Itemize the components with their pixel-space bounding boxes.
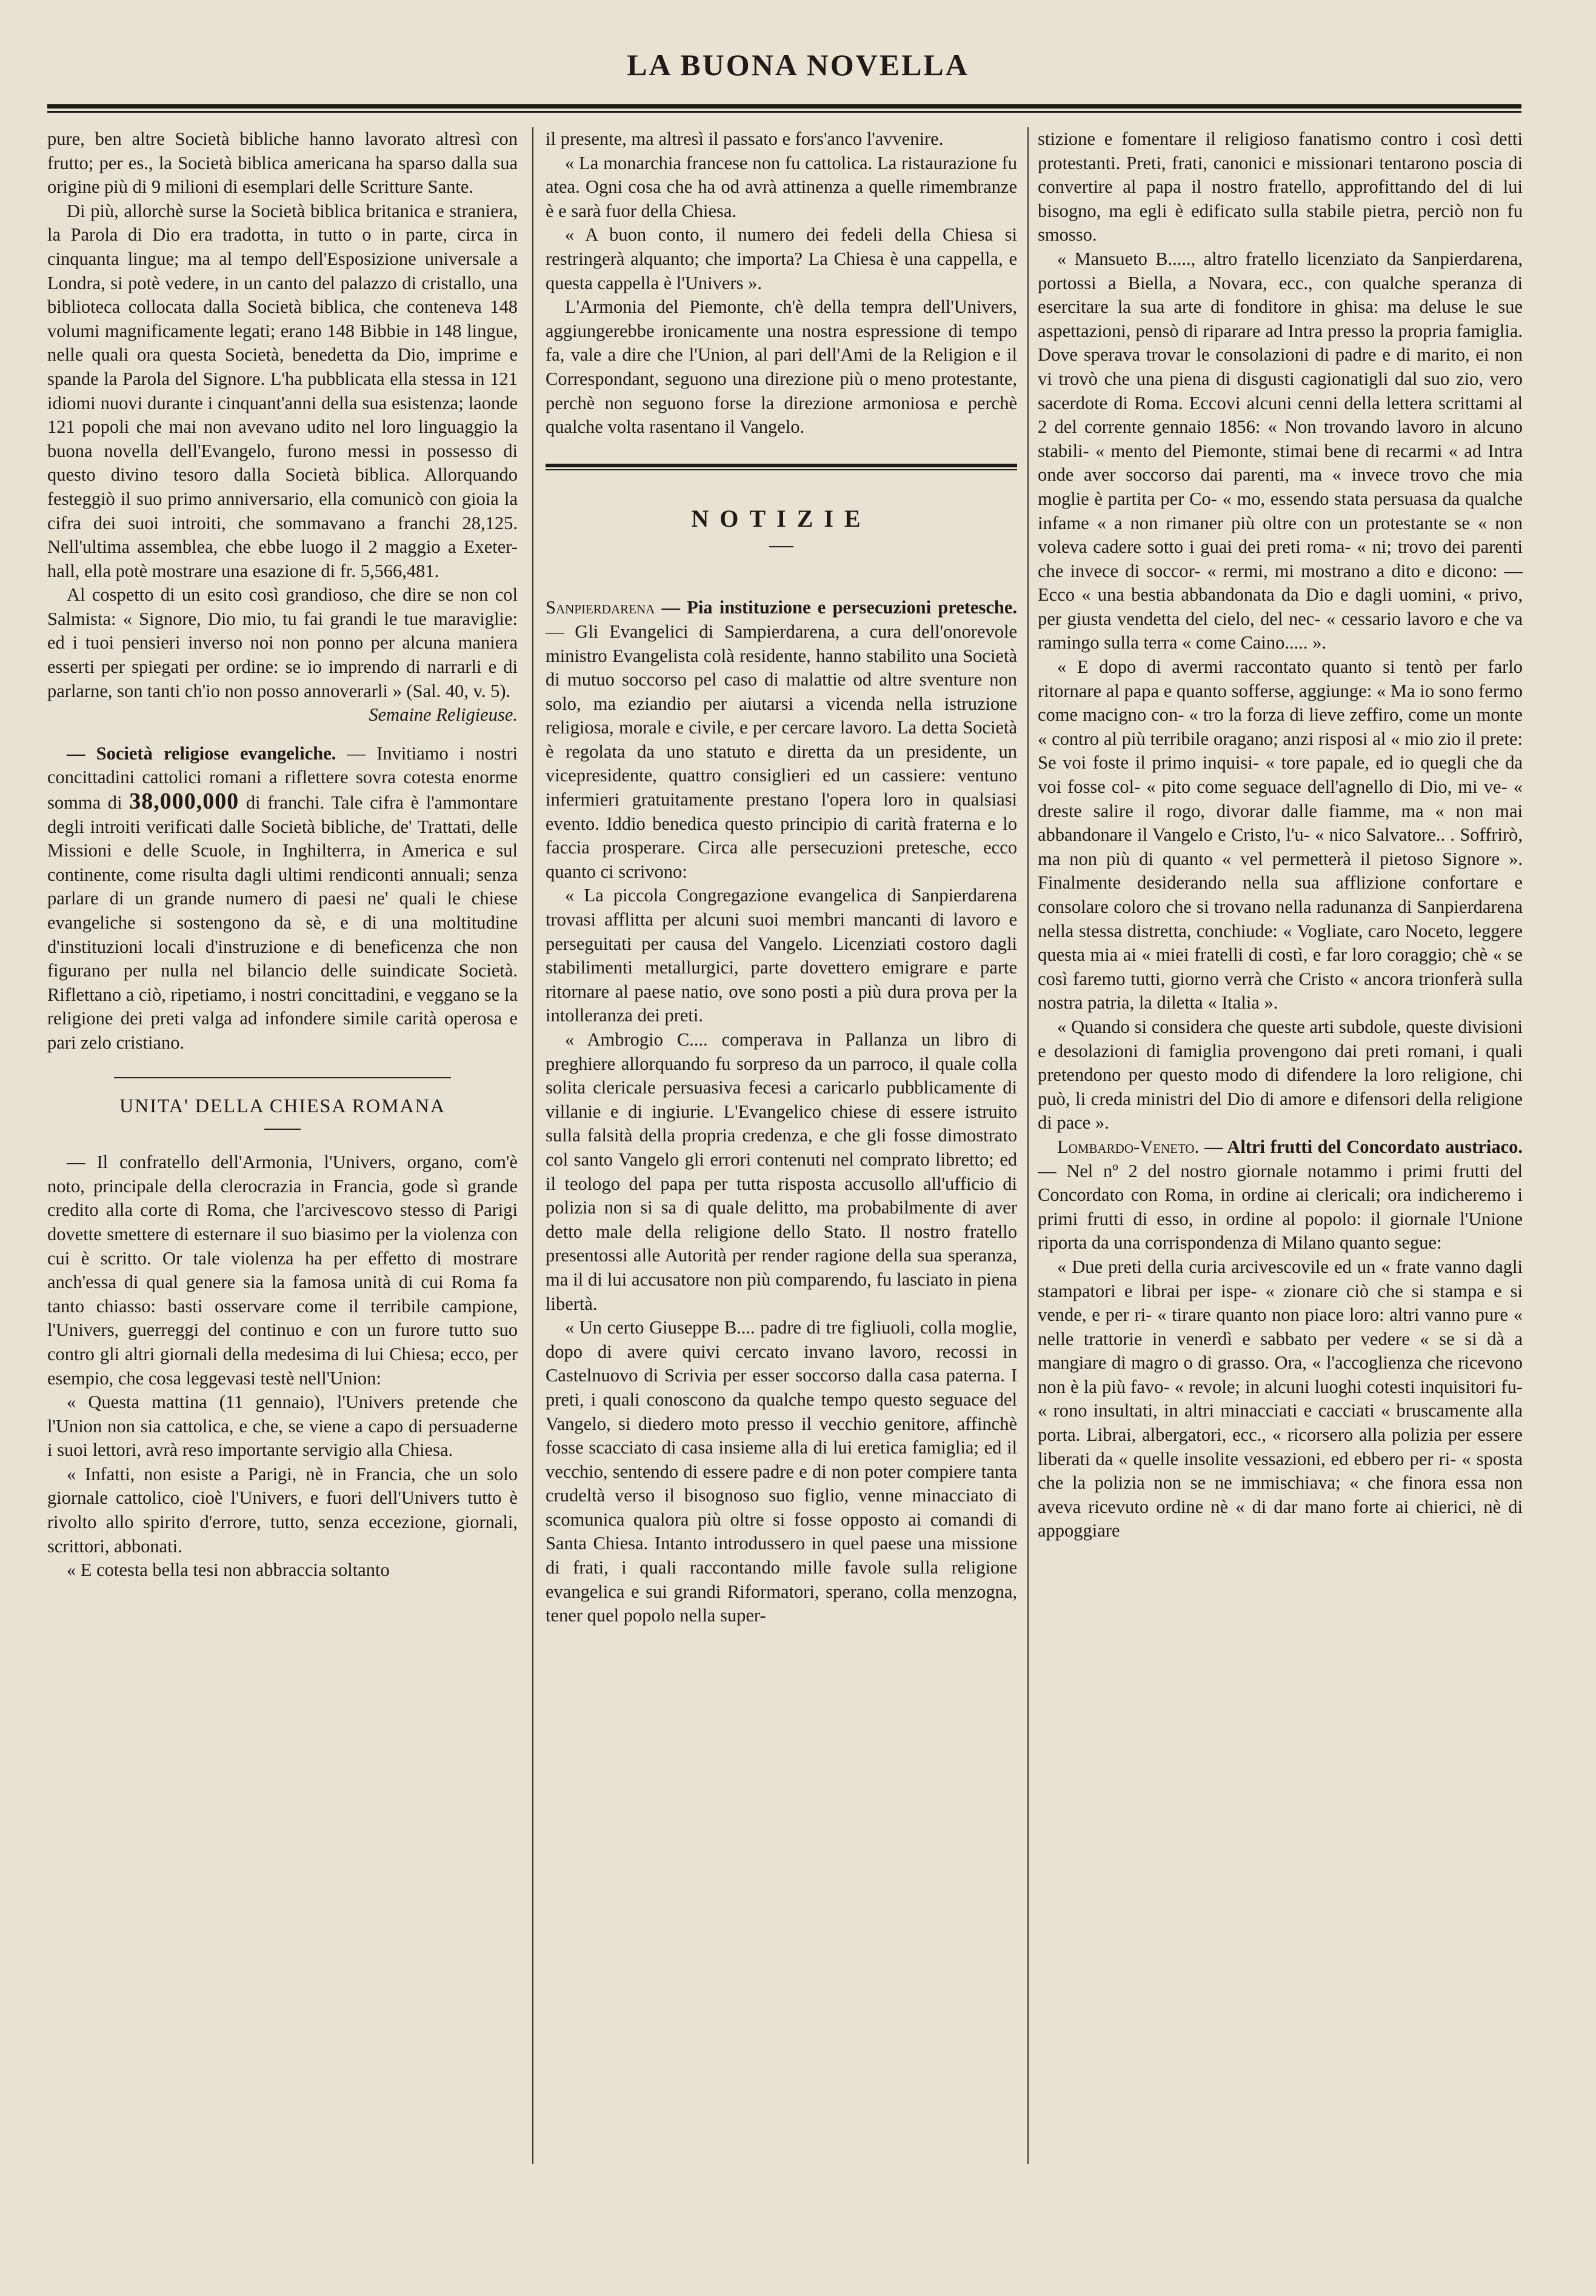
article-societa	[47, 742, 518, 1055]
paragraph: Al cospetto di un esito così grandioso, che dire se non col Salmista: « Signore, Dio mio, tu fai grandi le tue maraviglie: ed i tuoi pensieri inverso noi non ponno per alcuna maniera esserti per spiegati per ordine: se io imprendo di narrarli e di parlarne, son tanti ch'io non posso annoverarli » (Sal. 40, v. 5).	[47, 584, 518, 701]
paragraph: « E dopo di avermi raccontato quanto si tentò per farlo ritornare al papa e quanto sofferse, aggiunge: « Ma io sono fermo come macigno con- « tro la forza di lieve zeffiro, come un monte « contro al più terribile oragano; anzi risposi al « mio zio il prete: Se voi foste il primo inquisi- « tore papale, ed io quegli che da voi fosse col- « pito come seguace dell'agnello di Dio, mi ve- « dreste salire il rogo, divorar dalle fiamme, ma « non mai abbandonare il Vangelo e Cristo, l'u- « nico Salvatore.. . Soffrirò, ma non più di quanto « vel permetterà il pietoso Signore ». Finalmente desiderando nella sua afflizione confortare e consolare coloro che si trovano nella radunanza di Sanpierdarena nella stessa distretta, conchiude: « Vogliate, caro Noceto, leggere questa mia ai « miei fratelli di costì, e far loro coraggio; chè « se così faremo tutti, giorno verrà che Cristo « ancora trionferà sulla nostra patria, la diletta « Italia ».	[1038, 656, 1523, 1013]
article-text: — Invitiamo i nostri concittadini cattolici romani a riflettere sovra cotesta enorme somma di	[47, 743, 518, 813]
section-title-notizie: NOTIZIE	[691, 504, 872, 532]
paragraph: « Un certo Giuseppe B.... padre di tre figliuoli, colla moglie, dopo di avere quivi cercato invano lavoro, recossi in Castelnuovo di Scrivia per esser soccorso dalla casa paterna. I preti, i quali conoscono da qualche tempo questo seguace del Vangelo, si diedero moto presso il vecchio genitore, affinchè fosse scacciato di casa insieme alla di lui eretica famiglia; ed il vecchio, sentendo di essere padre e di non poter compiere tanta crudeltà verso il bisognoso suo figlio, venne minacciato di scomunica qualora più oltre si fosse opposto ai comandi di Santa Chiesa. Intanto introdussero in quel paese una missione di frati, i quali raccontando mille favole sulla religione evangelica e sui grandi Riformatori, sperano, colla menzogna, tener quel popolo nella super-	[546, 1317, 1017, 1626]
paragraph: L'Armonia del Piemonte, ch'è della tempra dell'Univers, aggiungerebbe ironicamente una nostra espressione di tempo fa, vale a dire che l'Union, al pari dell'Ami de la Religion e il Correspondant, seguono una direzione più o meno protestante, perchè non seguono forse la direzione armoniosa e perchè qualche volta rasentano il Vangelo.	[546, 296, 1017, 438]
article-signature: Semaine Religieuse.	[369, 704, 518, 726]
masthead-title: LA BUONA NOVELLA	[627, 48, 969, 82]
highlight-figure: 38,000,000	[129, 789, 239, 815]
paragraph: « Ambrogio C.... comperava in Pallanza un libro di preghiere allorquando fu sorpreso da un parroco, il quale colla solita clericale persuasiva fecesi a caricarlo pubblicamente di villanie e di ingiurie. L'Evangelico chiese di essere istruito sulla falsità della propria credenza, e che gli fosse dimostrato col santo Vangelo gli errori contenuti nel comprato libretto; ed il teologo del papa per tutta risposta accusollo all'ufficio di polizia non si sa di quale delitto, ma probabilmente di aver detto male della religione dello Stato. Il nostro fratello presentossi alle Autorità per render ragione della sua speranza, ma il di lui accusatore non più comparendo, fu lasciato in piena libertà.	[546, 1029, 1017, 1314]
paragraph: Di più, allorchè surse la Società biblica britanica e straniera, la Parola di Dio era tradotta, in tutto o in parte, circa in cinquanta lingue; ma al tempo dell'Esposizione universale a Londra, si potè vedere, in un canto del palazzo di cristallo, una biblioteca collocata dalla Società biblica, che conteneva 148 volumi magnificamente legati; erano 148 Bibbie in 148 lingue, nelle quali ora questa Società, benedetta da Dio, imprime e spande la Parola del Signore. L'ha pubblicata ella stessa in 121 idiomi nuovi durante i cinquant'anni della sua esistenza; laonde 121 popoli che mai non avevano udito nel loro linguaggio la buona novella dell'Evangelo, furono messi in possesso di questo divino tesoro dalla Società biblica. Allorquando festeggiò il suo primo anniversario, ella comunicò con gioia la cifra dei suoi introiti, che sommavano a franchi 28,125. Nell'ultima assemblea, che ebbe luogo il 2 maggio a Exeter-hall, ella potè mostrare una esazione di fr. 5,566,481.	[47, 200, 518, 581]
section-rule	[114, 1077, 451, 1078]
section-rule-thick	[546, 464, 1017, 470]
column-2	[546, 127, 1017, 2164]
article-sampierdarena	[546, 596, 1017, 884]
paragraph: « La piccola Congregazione evangelica di Sanpierdarena trovasi afflitta per alcuni suoi membri mancanti di lavoro e perseguitati per causa del Vangelo. Licenziati costoro dagli stabilimenti metallurgici, parte dovettero emigrare e parte ritornare al paese natio, ove sono posti a più dura prova per la intolleranza dei preti.	[546, 885, 1017, 1026]
paragraph: stizione e fomentare il religioso fanatismo contro i così detti protestanti. Preti, frati, canonici e missionari tentarono poscia di convertire al papa il nostro fratello, approfittando del di lui bisogno, ma egli è edificato sulla stabile pietra, perciò non fu smosso.	[1038, 128, 1523, 245]
dateline: Sanpierdarena	[546, 597, 655, 618]
section-title: UNITA' DELLA CHIESA ROMANA	[119, 1094, 446, 1116]
paragraph: « Mansueto B....., altro fratello licenziato da Sanpierdarena, portossi a Biella, a Novara, ecc., con qualche speranza di esercitare la sua arte di fonditore in ghisa: ma deluse le sue aspettazioni, pensò di riparare ad Intra presso la propria famiglia. Dove sperava trovar le consolazioni di padre e di marito, ei non vi trovò che una piena di disgusti cagionatigli dal suo zio, vero sacerdote di Roma. Eccovi alcuni cenni della lettera scrittami al 2 del corrente gennaio 1856: « Non trovando lavoro in alcuno stabili- « mento del Piemonte, stimai bene di recarmi « ad Intra onde aver soccorso dai parenti, ma « invece trovo che mia moglie è partita per Co- « mo, essendo stata persuasa da qualche infame « a non rimaner più oltre con un protestante se « non voleva cadere sotto i guai dei preti roma- « ni; trovo dei parenti che invece di soccor- « rermi, mi mostrano a dito e dicono: — Ecco « una bestia abbandonata da Dio e dagli uomini, « privo, per giusta vendetta del cielo, del nec- « cessario lavoro e che va ramingo sulla terra « come Caino..... ».	[1038, 248, 1523, 653]
article-heading: — Pia instituzione e persecuzioni pretesche.	[655, 597, 1017, 618]
paragraph: « Due preti della curia arcivescovile ed un « frate vanno dagli stampatori e librai per ispe- « zionare ciò che si stampa e si vende, e per ri- « tirare quanto non piace loro: altri vanno pure « nelle trattorie in venerdì e sabbato per vedere « se si dà a mangiare di magro o di grasso. Ora, « l'accoglienza che ricevono non è la più favo- « revole; in alcuni luoghi cotesti inquisitori fu- « rono insultati, in altri minacciati e cacciati « bruscamente alla porta. Librai, albergatori, ecc., « ricorsero alla polizia per essere liberati da « quelle insolite vessazioni, ed ebbero per ri- « sposta che la polizia non se ne immischiava; « che finora essa non aveva ricevuto ordine nè « di dar mano forte ai chierici, nè di appoggiare	[1038, 1256, 1523, 1541]
dateline: Lombardo-Veneto.	[1057, 1136, 1200, 1157]
column-1	[47, 127, 518, 2164]
paragraph: — Il confratello dell'Armonia, l'Univers, organo, com'è noto, principale della clerocrazia in Francia, gode sì grande credito alla corte di Roma, che l'arcivescovo stesso di Parigi dovette smettere di esternare il suo biasimo per la violenza con cui è scritto. Or tale violenza ha per effetto di mostrare anch'essa di qual genere sia la famosa unità di cui Roma fa tanto chiasso: basti osservare come il terribile campione, l'Univers, guerreggi del continuo e con un furore tutto suo contro gli altri giornali della medesima di lui Chiesa; ecco, per esempio, che cosa leggevasi testè nell'Union:	[47, 1152, 518, 1389]
paragraph: « Questa mattina (11 gennaio), l'Univers pretende che l'Union non sia cattolica, e che, se viene a capo di persuaderne i suoi lettori, avrà reso importante servigio alla Chiesa.	[47, 1392, 518, 1461]
column-divider-1	[532, 127, 533, 2164]
section-title-underline	[769, 546, 793, 547]
paragraph: « Infatti, non esiste a Parigi, nè in Francia, che un solo giornale cattolico, cioè l'Univers, e fuori dell'Univers tutto è rivolto allo spirito d'errore, tutto, senza eccezione, giornali, scrittori, abbonati.	[47, 1463, 518, 1557]
paragraph: « E cotesta bella tesi non abbraccia soltanto	[67, 1560, 390, 1581]
article-text: — Gli Evangelici di Sampierdarena, a cura dell'onorevole ministro Evangelista colà residente, hanno stabilito una Società di mutuo soccorso pel caso di malattie od altre sventure non solo, ma eziandio per aiutarsi a vicenda nella istruzione religiosa, morale e civile, e per cercare lavoro. La detta Società è regolata da uno statuto e diretta da un presidente, un vicepresidente, quattro consiglieri ed un cassiere: ventuno infermieri gratuitamente prestano l'opera loro in qualsiasi evento. Iddio benedica questo principio di carità fraterna e lo faccia prosperare. Circa alle persecuzioni pretesche, ecco quanto ci scrivono:	[546, 621, 1017, 882]
article-text: di franchi. Tale cifra è l'ammontare degli introiti verificati dalle Società bibliche, de' Trattati, delle Missioni e delle Scuole, in Inghilterra, in America e sul continente, come risulta dagli ultimi rendiconti annuali; senza parlare di un grande numero di paesi ne' quali le chiese evangeliche si sostengono da sè, e di una moltitudine d'instituzioni locali d'instruzione e di beneficenza che non figurano per nulla nel bilancio delle suindicate Società. Riflettano a ciò, ripetiamo, i nostri concittadini, e veggano se la religione dei preti valga ad infondere simile carità operosa e pari zelo cristiano.	[47, 792, 518, 1053]
article-lombardo	[1038, 1135, 1523, 1255]
article-text: — Nel nº 2 del nostro giornale notammo i primi frutti del Concordato con Roma, in ordine ai clericali; ora indicheremo i primi frutti di esso, in ordine al popolo: il giornale l'Unione riporta da una corrispondenza di Milano quanto segue:	[1038, 1160, 1523, 1253]
article-heading: — Società religiose evangeliche.	[67, 743, 336, 764]
paragraph: il presente, ma altresì il passato e fors'anco l'avvenire.	[546, 128, 944, 149]
article-heading: — Altri frutti del Concordato austriaco.	[1199, 1136, 1523, 1157]
section-title-underline	[264, 1129, 301, 1130]
header-rule	[47, 104, 1521, 113]
column-3	[1038, 127, 1523, 2164]
paragraph: « La monarchia francese non fu cattolica. La ristaurazione fu atea. Ogni cosa che ha od avrà attinenza a quelle rimembranze è e sarà fuor della Chiesa.	[546, 152, 1017, 221]
paragraph: « A buon conto, il numero dei fedeli della Chiesa si restringerà alquanto; che importa? La Chiesa è una cappella, e questa cappella è l'Univers ».	[546, 224, 1017, 293]
paragraph: « Quando si considera che queste arti subdole, queste divisioni e desolazioni di famiglia provengono dai preti romani, i quali pretendono per questo modo di difendere la loro religione, chi può, li creda ministri del Dio di amore e difensori della religione di pace ».	[1038, 1016, 1523, 1133]
column-divider-2	[1027, 127, 1029, 2164]
paragraph: pure, ben altre Società bibliche hanno lavorato altresì con frutto; per es., la Società biblica americana ha sparso dalla sua origine più di 9 milioni di esemplari delle Scritture Sante.	[47, 128, 518, 198]
